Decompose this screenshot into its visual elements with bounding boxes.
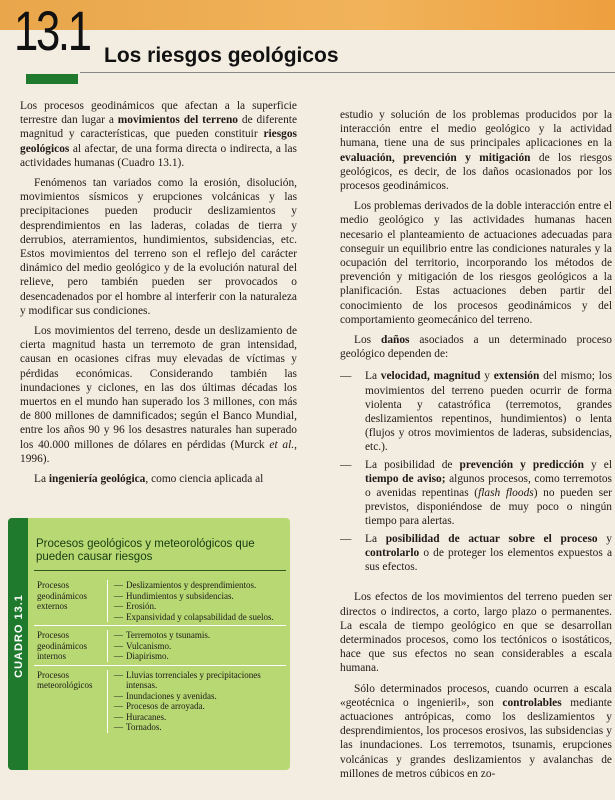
top-color-band [0,0,615,30]
cuadro-item: — Erosión. [114,601,286,612]
cuadro-item: — Huracanes. [114,712,286,723]
cuadro-row-items [107,670,286,733]
right-paragraph-5: Sólo determinados procesos, cuando ocurren a escala «geotécnica o ingenieril», son controlables mediante actuaciones antrópicas, como los deslizamientos y desprendimientos, los procesos erosivos, las subsidencias y las inundaciones. Los terremotos, tsunamis, erupciones volcánicas y grandes deslizamientos y avalanchas de millones de metros cúbicos en zo- [340,682,612,780]
right-paragraph-2: Los problemas derivados de la doble interacción entre el medio geológico y las actividades humanas hacen necesario el planteamiento de actuaciones adecuadas para conseguir un equilibrio entre las condiciones naturales y la ocupación del territorio, incorporando los métodos de prevención y mitigación de los riesgos geológicos a la planificación. Estas actuaciones deben partir del conocimiento de los procesos geodinámicos y del comportamiento geomecánico del terreno. [340,200,612,326]
cuadro-item: — Deslizamientos y desprendimientos. [114,580,286,591]
cuadro-row [34,665,286,736]
cuadro-box [8,518,290,770]
cuadro-title: Procesos geológicos y meteorológicos que pueden causar riesgos [36,538,255,563]
left-paragraph-4: La ingeniería geológica, como ciencia aplicada al [34,473,264,486]
cuadro-item: — Terremotos y tsunamis. [114,630,286,641]
section-number-underline [26,74,78,84]
left-paragraph-3: Los movimientos del terreno, desde un deslizamiento de cierta magnitud hasta un terremoto de gran intensidad, causan en ocasiones cifras muy elevadas de víctimas y pérdidas económicas. Considerando también las inundaciones y ciclones, en las dos últimas décadas los muertos en el mundo han superado los 3 millones, con más de 800 millones de damnificados; según el Banco Mundial, entre los años 90 y 96 los desastres naturales han superado los 40.000 millones de dólares en pérdidas (Murck et al., 1996). [20,325,297,465]
cuadro-row [34,625,286,665]
cuadro-row-head: Procesos geodinámicos internos [37,630,87,661]
cuadro-item: — Expansividad y colapsabilidad de suelos. [114,612,286,623]
right-paragraph-4: Los efectos de los movimientos del terreno pueden ser directos o indirectos, a corto, largo plazo o permanentes. La escala de tiempo geológico en que se desarrollan determinados procesos, como los tectónicos o isostáticos, hace que sus efectos no sean considerables a escala humana. [340,591,612,675]
section-number: 13.1 [14,0,90,62]
left-paragraph-2: Fenómenos tan variados como la erosión, disolución, movimientos sísmicos y erupciones volcánicas y las precipitaciones pueden producir deslizamientos y desprendimientos en las laderas, coladas de tierra y derrubios, aterramientos, hundimientos, subsidencias, etc. Estos movimientos del terreno son el reflejo del carácter dinámico del medio geológico y de la evolución natural del relieve, pero también pueden ser provocados o desencadenados por el hombre al interferir con la naturaleza y modificar sus condiciones. [20,177,297,317]
left-column [20,99,297,486]
cuadro-row-head: Procesos geodinámicos externos [37,580,87,611]
right-paragraph-1: estudio y solución de los problemas producidos por la interacción entre el medio geológico y la actividad humana, tiene una de sus principales aplicaciones en la evaluación, prevención y mitigación de los riesgos geológicos, es decir, de los daños ocasionados por los procesos geodinámicos. [340,109,613,193]
section-title: Los riesgos geológicos [104,44,339,67]
cuadro-tab [8,518,28,770]
cuadro-item: — Vulcanismo. [114,641,286,652]
cuadro-item: — Lluvias torrenciales y precipitaciones intensas. [114,670,286,691]
cuadro-item: — Inundaciones y avenidas. [114,691,286,702]
cuadro-table [34,576,286,736]
cuadro-item: — Tornados. [114,722,286,733]
right-column [340,108,612,781]
right-paragraph-3: Los daños asociados a un determinado proceso geológico dependen de: [340,334,613,361]
cuadro-row-head: Procesos meteorológicos [37,669,93,690]
cuadro-row [34,576,286,625]
damage-factors-list [340,369,612,574]
cuadro-item: — Diapirismo. [114,651,286,662]
cuadro-title-rule [34,570,286,571]
cuadro-item: — Hundimientos y subsidencias. [114,591,286,602]
title-rule [80,72,615,73]
cuadro-row-items [107,580,286,622]
left-paragraph-1: Los procesos geodinámicos que afectan a la superficie terrestre dan lugar a movimientos del terreno de diferente magnitud y características, que pueden constituir riesgos geológicos al afectar, de una forma directa o indirecta, a las actividades humanas (Cuadro 13.1). [20,100,298,169]
list-item: — La posibilidad de prevención y predicción y el tiempo de aviso; algunos procesos, como terremotos o avenidas repentinas (flash floods) no pueden ser previstos, disponiéndose de muy poco o ningún tiempo para alertas. [340,458,612,529]
cuadro-item: — Procesos de arroyada. [114,701,286,712]
list-item: — La posibilidad de actuar sobre el proceso y controlarlo o de proteger los elementos expuestos a sus efectos. [340,532,612,575]
list-item: — La velocidad, magnitud y extensión del mismo; los movimientos del terreno pueden ocurrir de forma violenta y catastrófica (terremotos, grandes deslizamientos repentinos, hundimientos) o lenta (flujos y otros movimientos de laderas, subsidencias, etc.). [340,369,612,454]
cuadro-row-items [107,630,286,662]
cuadro-tab-label: CUADRO 13.1 [13,594,25,678]
